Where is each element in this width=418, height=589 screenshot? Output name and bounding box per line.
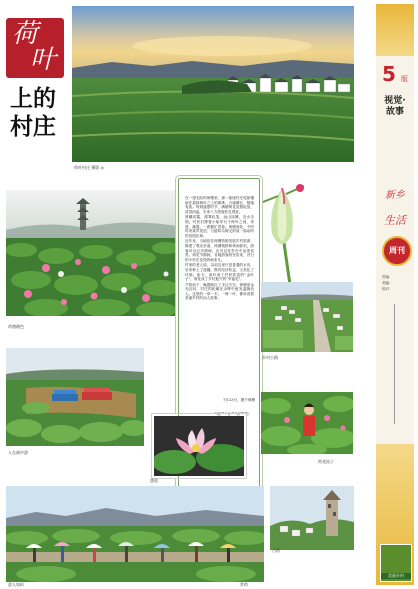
girl-lotus-photo bbox=[261, 392, 353, 454]
weekly-badge-label: 周刊 bbox=[389, 246, 405, 255]
logo-char-top: 荷 bbox=[12, 19, 39, 49]
page-number-suffix: 版 bbox=[401, 75, 408, 83]
sidebar-top-band bbox=[376, 4, 414, 56]
article-paragraph: 夕阳西下，晚霞映红了半边天空，荷塘里金光闪闪，村庄的轮廓在余晖中愈发温婉动人。这里的一草一木，一荷一叶，都诉说着美丽乡村的动人故事。 bbox=[185, 282, 254, 301]
caption-road: 乡村公路 bbox=[262, 355, 278, 360]
masthead-logo bbox=[6, 18, 64, 78]
top-village-photo bbox=[72, 6, 354, 162]
page-number-digit: 5 bbox=[381, 62, 396, 86]
boats-photo bbox=[6, 348, 144, 446]
article-credit-1: 7月23日，摄于荷塘 bbox=[222, 398, 255, 402]
brand-xinxiang: 新乡 bbox=[385, 190, 405, 201]
caption-top-photo: 荷叶村庄 摄影 ◎ bbox=[74, 165, 105, 170]
info-line: 美编： bbox=[382, 281, 393, 285]
sidebar-bottom-photo bbox=[380, 544, 412, 582]
info-line: 责编： bbox=[382, 275, 393, 279]
article-paragraph: 村里的老人说，以前这里只是普通的水田，后来种上了莲藕，既有经济收益，又美化了环境。如今，荷叶成了村民致富的"金叶子"，荷花成了乡村振兴的"幸福花"。 bbox=[185, 263, 254, 282]
page-number bbox=[380, 62, 410, 86]
article-paragraph: 在一望无际的荷塘里，那一座座村庄宛如镶嵌在碧绿荷叶之上的明珠，白墙黛瓦，错落有致。每到盛夏时节，满塘荷花竞相绽放，清香四溢，引来八方游客驻足观赏。 bbox=[185, 196, 254, 214]
info-line: 校对： bbox=[382, 287, 393, 291]
bottom-tourists-photo bbox=[6, 486, 264, 582]
tower-photo bbox=[270, 486, 354, 550]
lotus-flower-stamp bbox=[152, 414, 246, 478]
logo-char-bottom: 叶 bbox=[30, 45, 57, 75]
sidebar bbox=[376, 4, 414, 585]
article-paragraph: 近年来，当地依托荷塘资源发展乡村旅游，修建了观光步道、荷塘栈桥和休闲驿站，游客可以泛舟荷海，也可以在亭台中品茶赏景。荷花节期间，各地游客纷至沓来，昔日的小村庄变得热闹非凡。 bbox=[185, 239, 254, 262]
caption-bottom-right: 赏荷 bbox=[240, 582, 248, 587]
article-body bbox=[185, 196, 254, 394]
sidebar-vertical-rule bbox=[394, 304, 395, 424]
weekly-badge bbox=[382, 236, 412, 266]
lotus-bud-image bbox=[252, 178, 310, 298]
caption-pavilion: 荷塘晓色 bbox=[8, 324, 24, 329]
caption-bottom-left: 游人如织 bbox=[8, 582, 24, 587]
sidebar-info bbox=[382, 274, 408, 292]
pavilion-lotus-photo bbox=[6, 190, 177, 316]
article-paragraph: 晨曦初露，薄雾轻笼，远山如黛，近水含烟。村民们撑着小船穿行于荷叶之间，采莲、摘蓬，一派繁忙景象。荷塘深处，不时传来欢声笑语，与蛙鸣鸟啼交织成一曲动听的田园乐章。 bbox=[185, 215, 254, 238]
caption-boats: 人在画中游 bbox=[8, 450, 28, 455]
road-aerial-photo bbox=[261, 282, 353, 352]
brand-shenghuo: 生活 bbox=[384, 214, 406, 227]
caption-lotus-center: 盛放 bbox=[150, 478, 158, 483]
caption-tower: 古塔 bbox=[272, 548, 280, 553]
headline-line2: 村庄 bbox=[10, 114, 56, 140]
article-credit-2: （本版照片由通讯员提供） bbox=[210, 412, 252, 416]
sidebar-bottom-tag: 美丽乡村 bbox=[381, 573, 411, 579]
caption-girl: 荷花仙子 bbox=[318, 459, 334, 464]
section-title: 视觉·故事 bbox=[384, 96, 406, 117]
headline-line1: 上的 bbox=[10, 86, 56, 112]
